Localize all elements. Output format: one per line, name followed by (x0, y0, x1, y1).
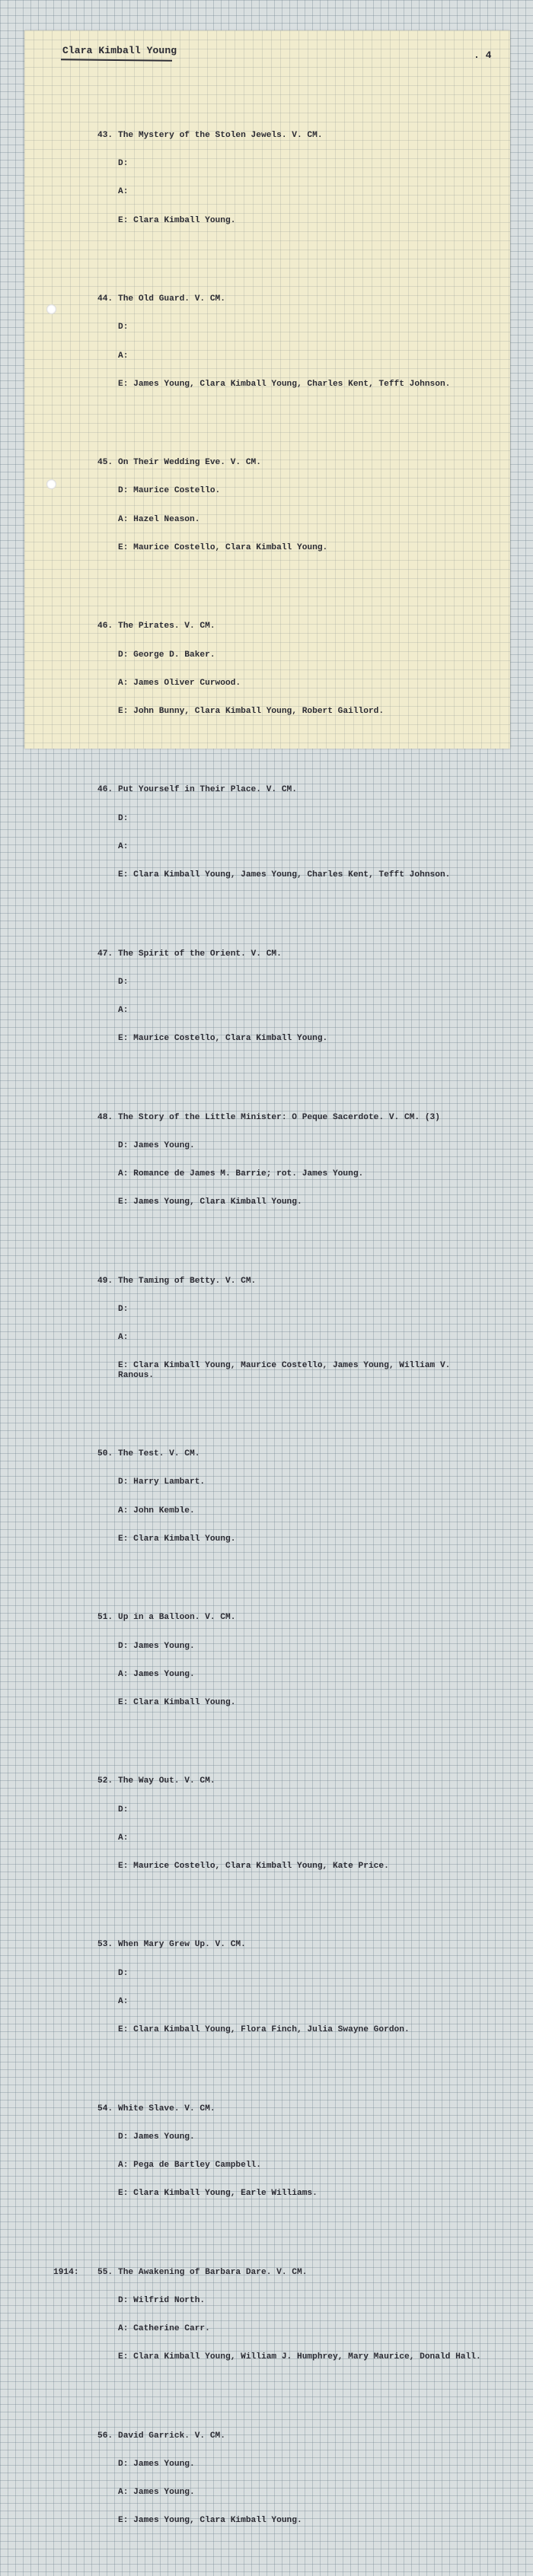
entry-director: D: Wilfrid North. (118, 2295, 206, 2305)
entry-number: 44. (97, 294, 113, 304)
entry-number: 45. (97, 458, 113, 468)
entry-year (53, 2431, 97, 2441)
entry-year (53, 785, 97, 794)
film-entry (53, 439, 510, 571)
entry-year (53, 1277, 97, 1286)
entry-author: A: James Young. (118, 2488, 195, 2498)
entry-number: 51. (97, 1613, 113, 1623)
entry-year (53, 1113, 97, 1122)
entry-cast: E: Maurice Costello, Clara Kimball Young. (118, 542, 328, 552)
entry-title: The Mystery of the Stolen Jewels. V. CM. (118, 131, 323, 141)
entry-year (53, 1613, 97, 1622)
entry-cast: E: James Young, Clara Kimball Young, Charles Kent, Tefft Johnson. (118, 379, 451, 389)
entry-number: 54. (97, 2104, 113, 2113)
film-entry (53, 1258, 510, 1399)
entry-title: The Taming of Betty. V. CM. (118, 1276, 257, 1286)
entry-cast: E: Maurice Costello, Clara Kimball Young, Kate Price. (118, 1862, 389, 1872)
entry-year (53, 458, 97, 467)
entry-number: 52. (97, 1776, 113, 1786)
entry-director: D: (118, 977, 129, 987)
entry-cast: E: Clara Kimball Young. (118, 215, 236, 225)
entry-number: 46. (97, 785, 113, 795)
entry-title: Up in a Balloon. V. CM. (118, 1613, 236, 1623)
entry-director: D: Harry Lambart. (118, 1477, 206, 1487)
entry-number: 47. (97, 949, 113, 959)
entry-director: D: (118, 159, 129, 169)
entry-year (53, 622, 97, 631)
entry-year: 1914: (53, 2267, 79, 2277)
entry-title: The Test. V. CM. (118, 1449, 200, 1459)
entry-title: The Awakening of Barbara Dare. V. CM. (118, 2267, 308, 2277)
entry-author: A: Pega de Bartley Campbell. (118, 2161, 261, 2170)
entry-number: 43. (97, 131, 113, 141)
entry-number: 49. (97, 1276, 113, 1286)
entry-number: 48. (97, 1112, 113, 1122)
entry-author: A: (118, 351, 129, 361)
entry-year (53, 294, 97, 304)
page-number: . 4 (474, 49, 492, 61)
entry-title: The Spirit of the Orient. V. CM. (118, 949, 282, 959)
entry-author: A: Catherine Carr. (118, 2324, 210, 2334)
entry-director: D: James Young. (118, 1641, 195, 1651)
entry-director: D: (118, 1805, 129, 1814)
entry-title: Put Yourself in Their Place. V. CM. (118, 785, 297, 795)
entry-cast: E: James Young, Clara Kimball Young. (118, 1197, 302, 1207)
film-entry (53, 1594, 510, 1726)
entry-title: The Pirates. V. CM. (118, 622, 215, 631)
entry-director: D: (118, 813, 129, 823)
entry-cast: E: Clara Kimball Young, Earle Williams. (118, 2189, 318, 2199)
entry-author: A: (118, 1333, 129, 1343)
entry-cast: E: James Young, Clara Kimball Young. (118, 2516, 302, 2526)
entry-author: A: (118, 187, 129, 197)
entry-year (53, 1776, 97, 1786)
film-entry (53, 767, 510, 899)
entry-cast: E: Clara Kimball Young, Maurice Costello, James Young, William V. Ranous. (118, 1361, 456, 1380)
film-entry (53, 2249, 510, 2381)
document-page (24, 30, 510, 2526)
filmography-list (53, 84, 510, 2576)
entry-author: A: (118, 841, 129, 851)
film-entry (53, 1922, 510, 2054)
entry-author: A: Romance de James M. Barrie; rot. James Young. (118, 1169, 364, 1179)
entry-director: D: James Young. (118, 1140, 195, 1150)
entry-director: D: Maurice Costello. (118, 486, 221, 496)
film-entry (53, 2412, 510, 2545)
film-entry (53, 275, 510, 408)
entry-director: D: George D. Baker. (118, 650, 215, 660)
entry-author: A: John Kemble. (118, 1506, 195, 1515)
film-entry (53, 112, 510, 244)
film-entry (53, 1430, 510, 1563)
entry-title: The Story of the Little Minister: O Peque Sacerdote. V. CM. (3) (118, 1112, 440, 1122)
entry-title: When Mary Grew Up. V. CM. (118, 1940, 246, 1950)
entry-number: 55. (97, 2267, 113, 2277)
film-entry (53, 930, 510, 1063)
entry-title: The Old Guard. V. CM. (118, 294, 225, 304)
entry-cast: E: Clara Kimball Young, Flora Finch, Julia Swayne Gordon. (118, 2025, 410, 2035)
entry-cast: E: Clara Kimball Young. (118, 1697, 236, 1707)
entry-year (53, 1449, 97, 1458)
entry-author: A: (118, 1996, 129, 2006)
entry-title: On Their Wedding Eve. V. CM. (118, 458, 261, 468)
entry-author: A: James Young. (118, 1669, 195, 1679)
entry-title: The Way Out. V. CM. (118, 1776, 215, 1786)
entry-title: White Slave. V. CM. (118, 2104, 215, 2113)
entry-director: D: (118, 1968, 129, 1978)
entry-year (53, 1940, 97, 1949)
entry-number: 56. (97, 2431, 113, 2441)
entry-year (53, 949, 97, 959)
entry-year (53, 2104, 97, 2113)
film-entry (53, 1758, 510, 1891)
entry-cast: E: Maurice Costello, Clara Kimball Young. (118, 1034, 328, 1044)
header-title: Clara Kimball Young (62, 45, 177, 56)
entry-title: David Garrick. V. CM. (118, 2431, 225, 2441)
entry-author: A: Hazel Neason. (118, 514, 200, 524)
entry-director: D: James Young. (118, 2132, 195, 2142)
film-entry (53, 603, 510, 736)
entry-director: D: (118, 323, 129, 332)
entry-number: 50. (97, 1449, 113, 1459)
header-underline (61, 59, 172, 62)
film-entry (53, 1094, 510, 1226)
entry-author: A: (118, 1005, 129, 1015)
entry-number: 53. (97, 1940, 113, 1950)
entry-author: A: (118, 1833, 129, 1843)
entry-director: D: James Young. (118, 2459, 195, 2469)
film-entry (53, 2085, 510, 2218)
entry-author: A: James Oliver Curwood. (118, 678, 241, 688)
entry-number: 46. (97, 622, 113, 631)
entry-cast: E: John Bunny, Clara Kimball Young, Robert Gaillord. (118, 706, 385, 716)
entry-director: D: (118, 1304, 129, 1314)
entry-cast: E: Clara Kimball Young, James Young, Charles Kent, Tefft Johnson. (118, 870, 451, 880)
entry-year (53, 131, 97, 140)
entry-cast: E: Clara Kimball Young. (118, 1534, 236, 1544)
entry-cast: E: Clara Kimball Young, William J. Humphrey, Mary Maurice, Donald Hall. (118, 2352, 481, 2362)
